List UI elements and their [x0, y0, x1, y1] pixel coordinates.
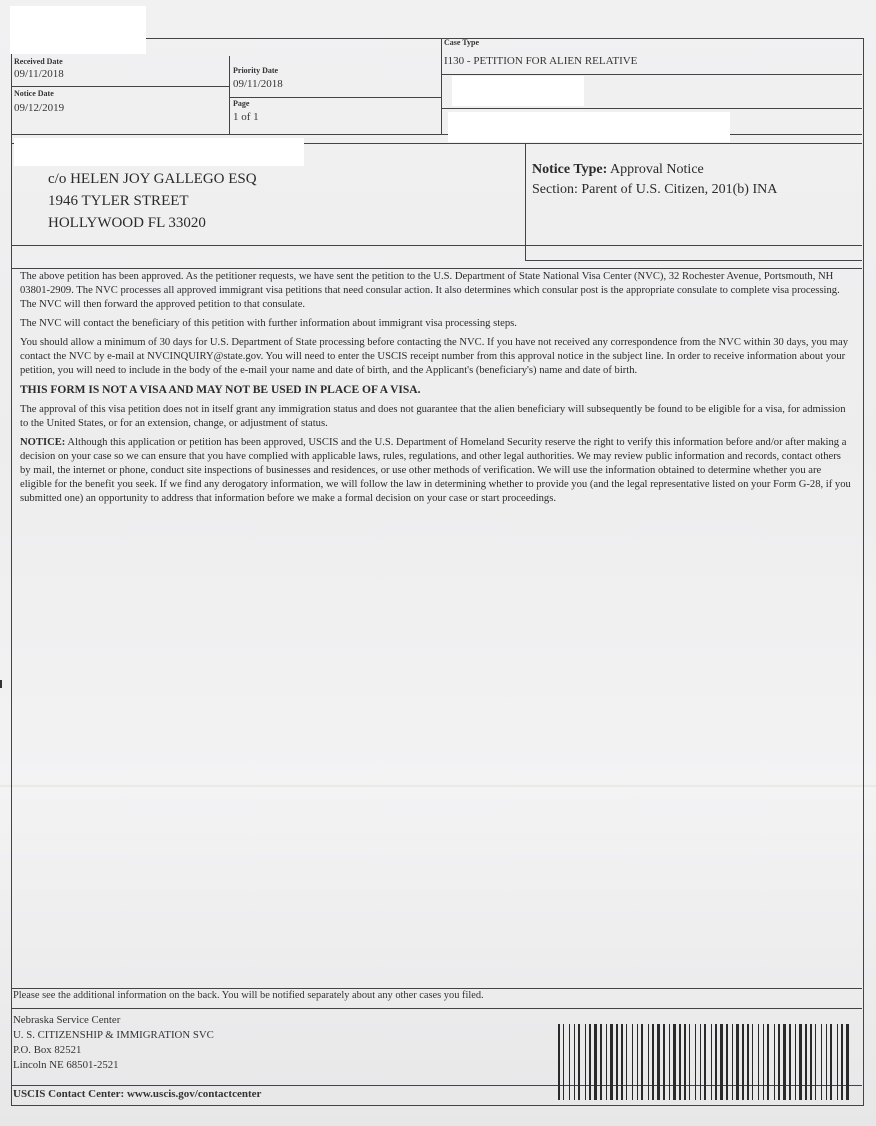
barcode-bar [616, 1024, 618, 1100]
barcode-bar [569, 1024, 570, 1100]
barcode-bar [594, 1024, 597, 1100]
barcode-bar [742, 1024, 744, 1100]
barcode-bar [837, 1024, 838, 1100]
divider [441, 74, 862, 75]
barcode-bar [726, 1024, 728, 1100]
redaction [452, 76, 584, 106]
barcode-bar [732, 1024, 733, 1100]
barcode-bar [648, 1024, 649, 1100]
barcode-bar [747, 1024, 749, 1100]
barcode-bar [606, 1024, 607, 1100]
body-paragraph: The approval of this visa petition does not in itself grant any immigration status and does not guarantee that the alien beneficiary will subsequently be found to be eligible for a visa, for admission to the United States, or for an extension, change, or adjustment of status. [20, 404, 846, 429]
divider [229, 97, 441, 98]
office-line: P.O. Box 82521 [13, 1044, 82, 1056]
body-paragraph: The above petition has been approved. As the petitioner requests, we have sent the petition to the U.S. Department of State National Visa Center (NVC), 32 Rochester Avenue, Portsmouth, NH 03801-2909. The NVC processes all approved immigrant visa petitions that need consular action. It also determines which consular post is the appropriate consulate to complete visa processing. The NVC will then forward the approved petition to that consulate. [20, 271, 840, 310]
notice-label: NOTICE: [20, 437, 66, 448]
notice-type-label: Notice Type: [532, 162, 608, 177]
barcode-icon [556, 1024, 852, 1100]
barcode-bar [558, 1024, 560, 1100]
divider [11, 988, 862, 989]
barcode-bar [679, 1024, 681, 1100]
redaction [14, 138, 304, 166]
divider [441, 108, 862, 109]
service-center-address [13, 1013, 214, 1073]
divider [11, 268, 862, 269]
barcode-bar [715, 1024, 717, 1100]
barcode-bar [632, 1024, 633, 1100]
address-line: c/o HELEN JOY GALLEGO ESQ [48, 171, 257, 187]
barcode-bar [669, 1024, 670, 1100]
barcode-bar [826, 1024, 827, 1100]
barcode-bar [752, 1024, 753, 1100]
barcode-bar [695, 1024, 696, 1100]
barcode-bar [805, 1024, 807, 1100]
barcode-bar [789, 1024, 791, 1100]
barcode-bar [821, 1024, 822, 1100]
barcode-bar [778, 1024, 780, 1100]
barcode-bar [795, 1024, 796, 1100]
body-paragraph: The NVC will contact the beneficiary of this petition with further information about immigrant visa processing steps. [20, 318, 517, 329]
barcode-bar [846, 1024, 849, 1100]
notice-date-label: Notice Date [14, 89, 54, 98]
barcode-bar [585, 1024, 586, 1100]
barcode-bar [663, 1024, 665, 1100]
received-date-value: 09/11/2018 [14, 68, 64, 80]
notice-date-value: 09/12/2019 [14, 102, 65, 114]
redaction [10, 38, 146, 52]
address-line: HOLLYWOOD FL 33020 [48, 215, 206, 231]
barcode-bar [720, 1024, 723, 1100]
divider [525, 143, 526, 261]
barcode-bar [637, 1024, 638, 1100]
barcode-bar [578, 1024, 580, 1100]
page-label: Page [233, 99, 250, 108]
case-type-value: I130 - PETITION FOR ALIEN RELATIVE [444, 55, 638, 67]
notice-type-block [532, 160, 777, 200]
barcode-bar [704, 1024, 706, 1100]
visa-warning: THIS FORM IS NOT A VISA AND MAY NOT BE USED IN PLACE OF A VISA. [20, 384, 421, 396]
barcode-bar [774, 1024, 775, 1100]
barcode-bar [574, 1024, 575, 1100]
received-date-label: Received Date [14, 57, 63, 66]
barcode-bar [763, 1024, 764, 1100]
barcode-bar [610, 1024, 613, 1100]
barcode-bar [563, 1024, 564, 1100]
barcode-bar [652, 1024, 654, 1100]
barcode-bar [700, 1024, 701, 1100]
barcode-bar [689, 1024, 690, 1100]
barcode-bar [600, 1024, 602, 1100]
notice-paragraph [20, 436, 852, 506]
divider [11, 1008, 862, 1009]
barcode-bar [736, 1024, 739, 1100]
barcode-bar [830, 1024, 832, 1100]
barcode-bar [589, 1024, 591, 1100]
divider [229, 56, 230, 135]
mailing-address [48, 168, 257, 234]
barcode-bar [758, 1024, 759, 1100]
barcode-bar [841, 1024, 843, 1100]
office-line: Nebraska Service Center [13, 1014, 121, 1026]
notice-text: Although this application or petition has been approved, USCIS and the U.S. Department of Homeland Security reserve the right to verify this information before and/or after making a decision on your case so we can ensure that you have complied with applicable laws, rules, regulations, and other legal authorities. We may review public information and records, contact others by mail, the internet or phone, conduct site inspections of businesses and residences, or use other methods of verification. We will use the information obtained to determine whether you are eligible for the benefit you seek. If we find any derogatory information, we will follow the law in determining whether to provide you (and the legal representative listed on your Form G-28, if you submitted one) an opportunity to address that information before we make a formal decision on your case or start proceedings. [20, 437, 851, 504]
barcode-bar [767, 1024, 769, 1100]
priority-date-value: 09/11/2018 [233, 78, 283, 90]
page-value: 1 of 1 [233, 111, 259, 123]
address-line: 1946 TYLER STREET [48, 193, 189, 209]
barcode-bar [641, 1024, 643, 1100]
barcode-bar [621, 1024, 623, 1100]
notice-section: Section: Parent of U.S. Citizen, 201(b) INA [532, 182, 778, 197]
divider [11, 134, 862, 135]
office-line: Lincoln NE 68501-2521 [13, 1059, 119, 1071]
office-line: U. S. CITIZENSHIP & IMMIGRATION SVC [13, 1029, 214, 1041]
notice-type-value: Approval Notice [610, 162, 704, 177]
priority-date-label: Priority Date [233, 66, 279, 75]
divider [11, 245, 862, 246]
barcode-bar [810, 1024, 812, 1100]
barcode-bar [673, 1024, 676, 1100]
contact-center: USCIS Contact Center: www.uscis.gov/contactcenter [13, 1088, 262, 1100]
redaction [448, 112, 730, 142]
barcode-bar [799, 1024, 802, 1100]
edge-mark [0, 680, 2, 688]
barcode-bar [657, 1024, 660, 1100]
case-type-label: Case Type [444, 38, 480, 47]
barcode-bar [815, 1024, 816, 1100]
barcode-bar [626, 1024, 627, 1100]
divider [525, 260, 862, 261]
notice-body [20, 270, 852, 511]
footer-note: Please see the additional information on the back. You will be notified separately about any other cases you filed. [13, 990, 484, 1001]
barcode-bar [783, 1024, 786, 1100]
barcode-bar [684, 1024, 686, 1100]
divider [11, 86, 229, 87]
barcode-bar [711, 1024, 712, 1100]
body-paragraph: You should allow a minimum of 30 days for U.S. Department of State processing before contacting the NVC. If you have not received any correspondence from the NVC within 30 days, you may contact the NVC by e-mail at NVCINQUIRY@state.gov. You will need to enter the USCIS receipt number from this approval notice in the subject line. In order to receive information about your petition, you will need to include in the body of the e-mail your name and date of birth, and the Applicant's (beneficiary's) name and date of birth. [20, 337, 848, 376]
divider [441, 38, 442, 135]
